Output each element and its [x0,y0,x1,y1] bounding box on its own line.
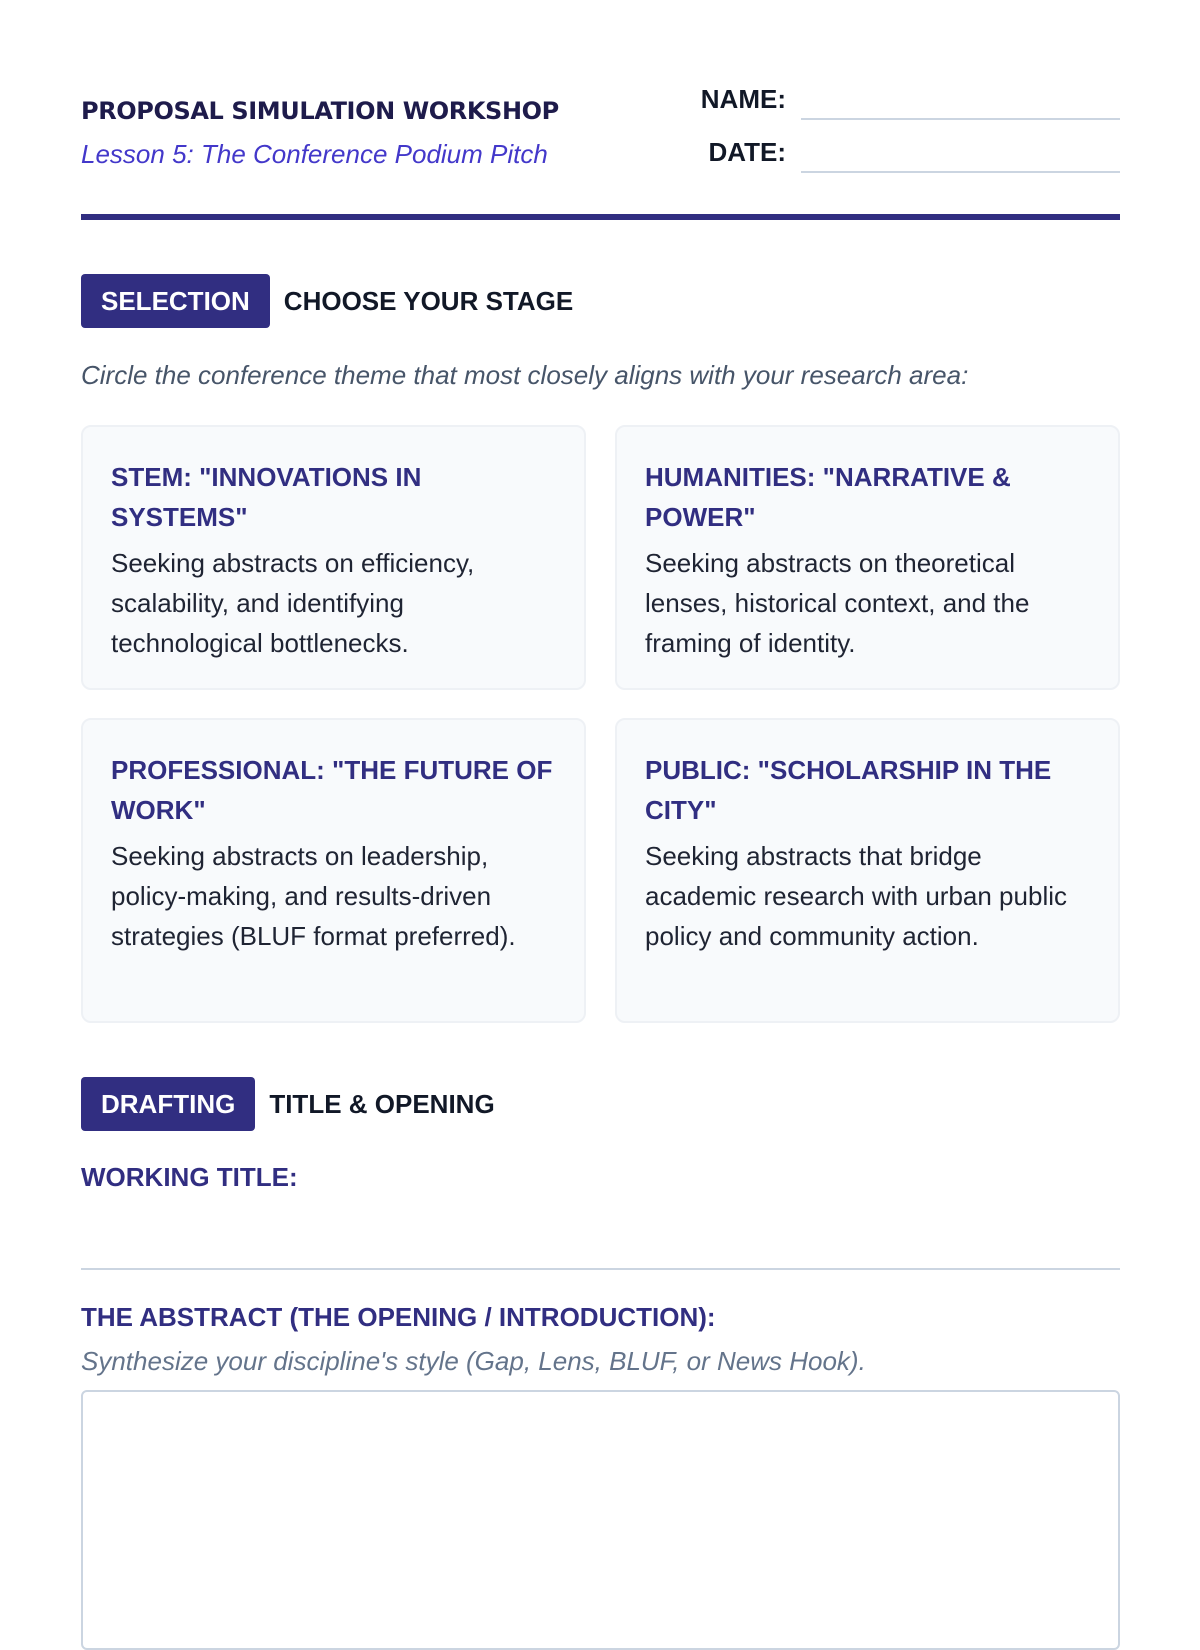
theme-card-title: STEM: "INNOVATIONS IN SYSTEMS" [111,462,422,532]
name-field[interactable] [801,118,1120,120]
date-label: DATE: [708,137,786,167]
theme-card-title: HUMANITIES: "NARRATIVE & POWER" [645,462,1011,532]
worksheet-title: PROPOSAL SIMULATION WORKSHOP [81,97,559,125]
theme-card-humanities[interactable] [615,425,1120,690]
theme-card-description: Seeking abstracts on leadership, policy-making, and results-driven strategies (BLUF format preferred). [111,841,516,951]
theme-card-title: PROFESSIONAL: "THE FUTURE OF WORK" [111,755,553,825]
theme-card-description: Seeking abstracts that bridge academic research with urban public policy and community action. [645,841,1067,951]
worksheet-header [81,0,1120,222]
date-field[interactable] [801,171,1120,173]
theme-card-description: Seeking abstracts on theoretical lenses, historical context, and the framing of identity. [645,548,1030,658]
drafting-badge: DRAFTING [81,1077,255,1131]
selection-instruction: Circle the conference theme that most closely aligns with your research area: [81,360,969,390]
abstract-textarea[interactable] [81,1390,1120,1650]
selection-badge: SELECTION [81,274,270,328]
theme-card-title: PUBLIC: "SCHOLARSHIP IN THE CITY" [645,755,1052,825]
selection-heading: CHOOSE YOUR STAGE [283,285,574,316]
working-title-field[interactable] [81,1268,1120,1270]
header-divider [81,214,1120,220]
working-title-label: WORKING TITLE: [81,1162,298,1192]
theme-card-professional[interactable] [81,718,586,1023]
abstract-hint: Synthesize your discipline's style (Gap, Lens, BLUF, or News Hook). [81,1346,866,1376]
drafting-heading: TITLE & OPENING [269,1088,495,1119]
theme-card-description: Seeking abstracts on efficiency, scalability, and identifying technological bottlenecks. [111,548,475,658]
selection-section-header [81,274,573,328]
theme-card-public[interactable] [615,718,1120,1023]
abstract-label: THE ABSTRACT (THE OPENING / INTRODUCTION): [81,1302,716,1332]
theme-card-stem[interactable] [81,425,586,690]
lesson-subtitle: Lesson 5: The Conference Podium Pitch [81,139,548,169]
name-label: NAME: [700,84,786,114]
drafting-section-header [81,1077,495,1131]
